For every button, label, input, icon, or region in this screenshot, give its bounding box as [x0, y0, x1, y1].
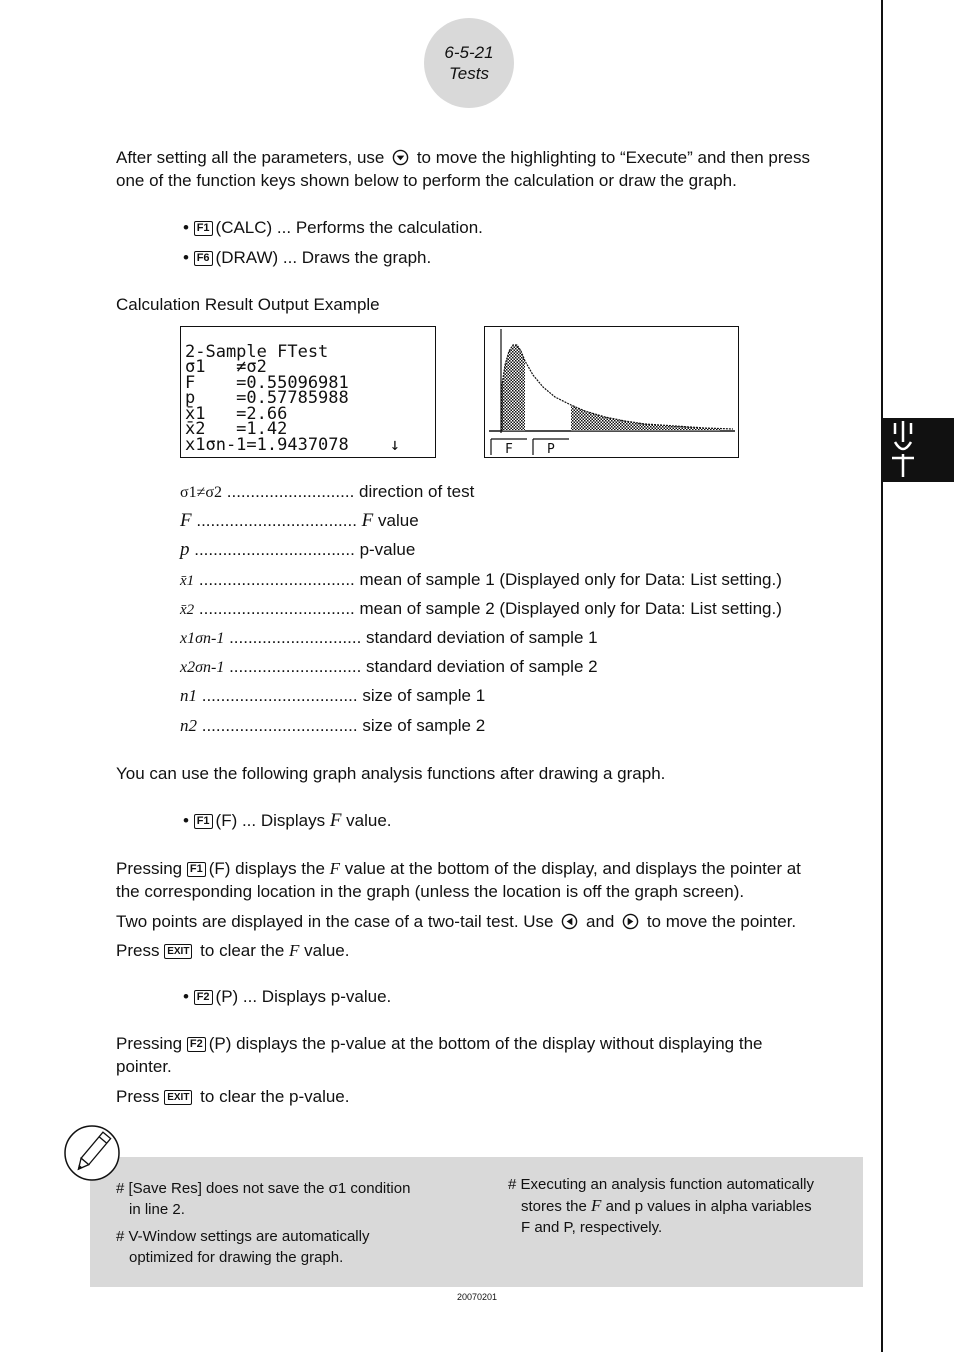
- function-calc-text: (CALC) ... Performs the calculation.: [215, 218, 483, 237]
- f6-key-icon: F6: [194, 251, 213, 266]
- f1-desc-text: to move the pointer.: [646, 912, 797, 931]
- analysis-item-f: • F1 (F) ... Displays F value.: [183, 810, 392, 831]
- f2-desc-text: to clear the p-value.: [200, 1087, 350, 1106]
- note-text: in line 2.: [129, 1201, 185, 1218]
- calc-line-5: x̄1 =2.66: [185, 403, 288, 424]
- cursor-left-key-icon: [561, 913, 578, 930]
- calc-result-screen: [180, 326, 436, 458]
- legend-row: [180, 685, 860, 707]
- analysis-f-italic: F: [329, 810, 342, 831]
- legend-symbol: x2σn-1: [180, 659, 225, 676]
- legend-desc: value: [373, 511, 419, 530]
- legend-symbol: F: [180, 510, 192, 531]
- note-text: # V-Window settings are automatically: [116, 1228, 370, 1245]
- exit-key-icon: EXIT: [164, 1090, 192, 1105]
- legend-dots: .................................: [198, 599, 355, 618]
- legend-desc: size of sample 2: [362, 716, 486, 735]
- page-badge: [424, 18, 514, 108]
- legend-desc: mean of sample 2 (Displayed only for Data: List setting.): [359, 599, 782, 618]
- f2-key-icon: F2: [187, 1037, 206, 1052]
- f-distribution-graph: [485, 327, 738, 457]
- legend-symbol: p: [180, 539, 190, 560]
- f2-desc-text: (P) displays the p-value at the bottom of the display without displaying the: [208, 1034, 763, 1053]
- graph-menu-p: P: [547, 442, 555, 457]
- intro-text-c: one of the function keys shown below to perform the calculation or draw the graph.: [116, 171, 737, 190]
- legend-desc: direction of test: [359, 482, 475, 501]
- f1-desc-text: (F) displays the: [208, 859, 330, 878]
- legend-symbol: x̄2: [180, 602, 195, 618]
- legend-dots: ............................: [229, 628, 362, 647]
- analysis-f-text-b: value.: [341, 811, 392, 830]
- notes-box: [90, 1157, 863, 1287]
- cursor-right-key-icon: [622, 913, 639, 930]
- f1-desc-text: Pressing: [116, 859, 183, 878]
- calc-line-4: p =0.57785988: [185, 388, 349, 408]
- pencil-icon: [63, 1124, 123, 1184]
- f1-desc-text: Press: [116, 941, 160, 960]
- function-draw-text: (DRAW) ... Draws the graph.: [215, 248, 432, 267]
- calc-result-lines: [181, 327, 435, 484]
- legend-row: [180, 627, 860, 650]
- f1-desc-text: value.: [299, 941, 350, 960]
- f2-desc-text: Pressing: [116, 1034, 183, 1053]
- legend-symbol: n1: [180, 686, 197, 705]
- example-title: Calculation Result Output Example: [116, 295, 380, 314]
- note-italic: F: [591, 1196, 602, 1215]
- f1-description: [116, 857, 876, 962]
- f1-key-icon: F1: [194, 221, 213, 236]
- legend-desc: p-value: [359, 540, 416, 559]
- section-name: Tests: [448, 64, 489, 83]
- calc-line-1: 2-Sample FTest: [185, 341, 329, 362]
- note-v-window: [116, 1226, 486, 1268]
- legend-symbol: σ1≠σ2: [180, 484, 223, 501]
- legend-symbol: x̄1: [180, 573, 195, 589]
- calc-line-7: x1σn-1=1.9437078 ↓: [185, 434, 400, 455]
- f2-key-icon: F2: [194, 990, 213, 1005]
- legend-dots: ...........................: [226, 482, 355, 501]
- f1-key-icon: F1: [187, 862, 206, 877]
- left-tail-area: [502, 345, 525, 431]
- note-text: # [Save Res] does not save the σ1 condition: [116, 1180, 411, 1197]
- legend-dots: .................................: [198, 570, 355, 589]
- legend-desc: standard deviation of sample 2: [366, 657, 598, 676]
- legend-desc: mean of sample 1 (Displayed only for Data: List setting.): [359, 570, 782, 589]
- legend-row: [180, 598, 860, 621]
- note-text: # Executing an analysis function automatically: [508, 1176, 815, 1193]
- analysis-item-p: • F2 (P) ... Displays p-value.: [183, 987, 392, 1006]
- f1-desc-text: the corresponding location in the graph (unless the location is off the graph screen).: [116, 882, 745, 901]
- legend-dots: ..................................: [194, 540, 355, 559]
- chapter-tab: [883, 418, 954, 482]
- f1-desc-text: Two points are displayed in the case of a two-tail test. Use: [116, 912, 554, 931]
- legend-row: [180, 569, 860, 592]
- graph-menu-f: F: [505, 442, 513, 457]
- print-code: 20070201: [456, 1292, 498, 1302]
- intro-paragraph: [116, 146, 876, 192]
- note-text: and p values in alpha variables: [601, 1198, 812, 1215]
- function-item-draw: • F6 (DRAW) ... Draws the graph.: [183, 248, 432, 267]
- legend-desc: standard deviation of sample 1: [366, 628, 598, 647]
- f1-desc-italic: F: [329, 859, 341, 878]
- legend-row: [180, 539, 860, 561]
- calc-line-6: x̄2 =1.42: [185, 419, 288, 439]
- note-save-res: [116, 1178, 486, 1220]
- cursor-down-key-icon: [392, 149, 409, 166]
- f1-key-icon: F1: [194, 814, 213, 829]
- analysis-intro: You can use the following graph analysis functions after drawing a graph.: [116, 764, 666, 783]
- function-item-calc: • F1 (CALC) ... Performs the calculation.: [183, 218, 483, 237]
- legend-symbol: x1σn-1: [180, 630, 225, 647]
- legend-dots: .................................: [201, 716, 358, 735]
- legend-row: [180, 481, 860, 504]
- analysis-f-text-a: (F) ... Displays: [215, 811, 330, 830]
- f1-desc-text: to clear the: [200, 941, 289, 960]
- graph-screen: [484, 326, 739, 458]
- legend-desc: size of sample 1: [362, 686, 486, 705]
- note-text: optimized for drawing the graph.: [129, 1249, 344, 1266]
- note-text: F and P, respectively.: [521, 1219, 663, 1236]
- density-curve: [502, 345, 733, 431]
- legend-dots: ............................: [229, 657, 362, 676]
- f1-desc-text: and: [585, 912, 615, 931]
- legend-symbol: n2: [180, 716, 197, 735]
- f2-desc-text: pointer.: [116, 1057, 172, 1076]
- legend-desc-italic: F: [361, 510, 374, 531]
- legend-dots: .................................: [201, 686, 358, 705]
- legend-row: [180, 715, 860, 737]
- calc-line-3: F =0.55096981: [185, 372, 349, 393]
- note-text: stores the: [521, 1198, 592, 1215]
- f2-description: [116, 1032, 876, 1108]
- statistics-tab-icon: [883, 418, 954, 482]
- calc-line-2: σ1 ≠σ2: [185, 357, 267, 377]
- legend-row: [180, 656, 860, 679]
- intro-text-a: After setting all the parameters, use: [116, 148, 385, 167]
- exit-key-icon: EXIT: [164, 944, 192, 959]
- f2-desc-text: Press: [116, 1087, 160, 1106]
- legend-dots: ..................................: [196, 511, 357, 530]
- legend-row: [180, 510, 860, 532]
- f1-desc-text: value at the bottom of the display, and displays the pointer at: [340, 859, 801, 878]
- note-analysis-function: [508, 1174, 858, 1238]
- intro-text-b: to move the highlighting to “Execute” and then press: [416, 148, 810, 167]
- page-number: 6-5-21: [444, 43, 494, 62]
- f1-desc-italic: F: [289, 941, 300, 960]
- graph-menu: [491, 439, 569, 455]
- analysis-p-text: (P) ... Displays p-value.: [215, 987, 392, 1006]
- page-margin-line: [881, 0, 883, 1352]
